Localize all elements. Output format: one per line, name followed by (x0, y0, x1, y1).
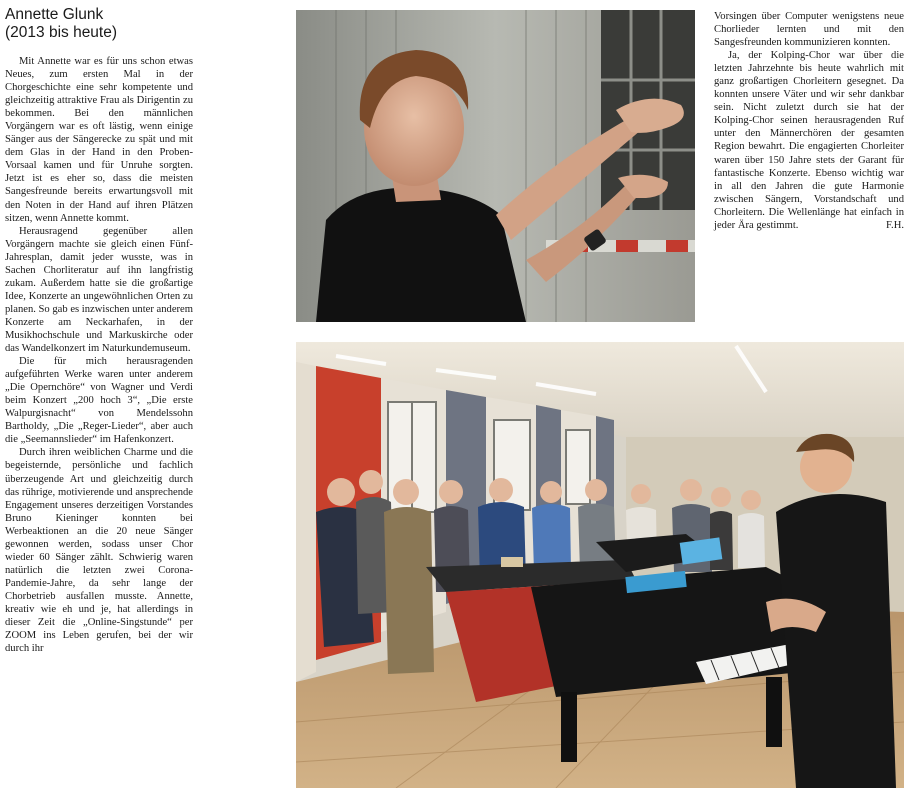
paragraph-4: Durch ihren weiblichen Charme und die begeisternde, persönliche und fachlich überzeugende Art und gleichzeitig durch das rührige, motivierende und ansprechende Engagement unseres derzeitigen Vorstandes Bruno Kieninger konnten bei Werbeaktionen an die 20 neue Sänger gewonnen werden, sodass unser Chor wieder 60 Sänger zählt. Schwierig waren natürlich die letzten zwei Corona-Pandemie-Jahre, da sehr lange der Chorbetrieb ausfallen musste. Annette, kreativ wie eh und je, hat allerdings in dieser Zeit die „Online-Singstunde“ per ZOOM ins Leben gerufen, bei der wir durch ihr (5, 447, 193, 655)
paragraph-3: Die für mich herausragenden aufgeführten Werke waren unter anderem „Die Opernchöre“ von Wagner und Verdi beim Konzert „200 hoch 3“, „Die erste Walpurgisnacht“ von Mendelssohn Bartholdy, „Die „Reger-Lieder“, aber auch die „Seemannslieder“ im Hafenkonzert. (5, 356, 193, 446)
right-column (714, 10, 904, 232)
title-period: (2013 bis heute) (5, 24, 118, 41)
author-signature: F.H. (886, 219, 904, 231)
choir-rehearsal-photo (296, 342, 904, 788)
paragraph-2: Herausragend gegenüber allen Vorgängern machte sie gleich einen Fünf-Jahresplan, damit jeder wusste, was in Sachen Chorliteratur auf ihn langfristig zukam. Außerdem hatte sie die großartige Idee, Konzerte an ungewöhnlichen Orten zu planen. So gab es inzwischen unter anderem Konzerte am Neckarhafen, in der Musikhochschule und Markuskirche oder das Wandelkonzert im Naturkundemuseum. (5, 225, 193, 355)
left-column (5, 6, 193, 655)
continuation-paragraph: Vorsingen über Computer wenigstens neue Chorlieder lernten und mit den Sangesfreunden kommunizieren konnten. (714, 11, 904, 49)
article-title (5, 6, 193, 42)
closing-paragraph: Ja, der Kolping-Chor war über die letzten Jahrzehnte bis heute wahrlich mit ganz großartigen Chorleitern gesegnet. Da konnten unsere Väter und wir sehr dankbar sein. Nicht zuletzt durch sie hat der Kolping-Chor seinen herausragenden Ruf unter den Männerchören der gesamten Region bewahrt. Die engagierten Chorleiter waren über 150 Jahre stets der Garant für fantastische Konzerte. Ebenso wichtig war in all den Jahren die gute Harmonie zwischen Sängern, Vorstandschaft und Chorleitern. Die Wellenlänge hat einfach in jeder Ära gestimmt. F.H. (714, 50, 904, 231)
conductor-photo (296, 10, 695, 322)
title-name: Annette Glunk (5, 6, 104, 23)
article-body (5, 55, 193, 655)
paragraph-1: Mit Annette war es für uns schon etwas Neues, zum ersten Mal in der Chorgeschichte eine sehr kompetente und gleichzeitig attraktive Frau als Dirigentin zu bekommen. Bei den männlichen Vorgängern war es oft lästig, wenn einige Sänger aus der Sängerecke zu spät und mit dem Glas in der Hand in den Proben-Vorsaal kamen und für Unruhe sorgten. Jetzt ist es eher so, dass die meisten Sangesfreunde bereits erwartungsvoll mit den Noten in der Hand auf ihren Plätzen sitzen, wenn Annette kommt. (5, 56, 193, 224)
